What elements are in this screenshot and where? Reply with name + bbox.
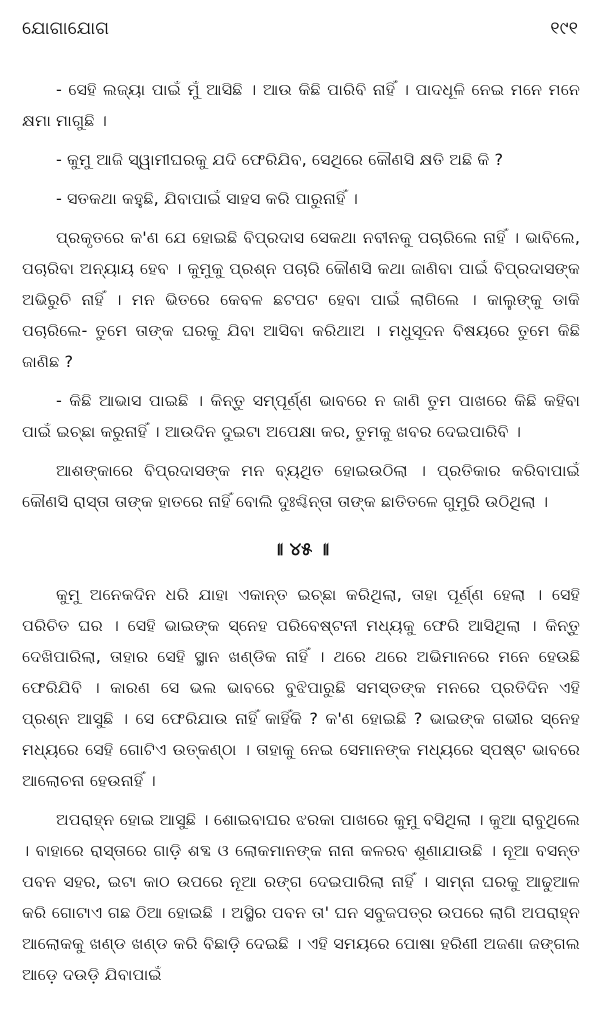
dialogue-paragraph: - କିଛି ଆଭାସ ପାଇଛି । କିନ୍ତୁ ସମ୍ପୂର୍ଣ୍ଣ ଭାବରେ ନ ଜାଣି ତୁମ ପାଖରେ କିଛି କହିବା ପାଇଁ ଇଚ୍ଛା କରୁନାହିଁ । ଆଉଦିନ ଦୁଇଟା ଅପେକ୍ଷା କର, ତୁମକୁ ଖବର ଦେଇପାରିବି । — [22, 391, 580, 441]
page-header — [22, 18, 578, 48]
chapter-heading: ॥ ୪୫ ॥ — [272, 539, 330, 560]
page-number: ୧୯୧ — [550, 18, 578, 39]
body-paragraph: କୁମୁ ଅନେକଦିନ ଧରି ଯାହା ଏକାନ୍ତ ଇଚ୍ଛା କରିଥିଲା, ତାହା ପୂର୍ଣ୍ଣ ହେଲା । ସେହି ପରିଚିତ ଘର । ସେହି ଭାଇଙ୍କ ସ୍ନେହ ପରିବେଷ୍ଟନୀ ମଧ୍ୟକୁ ଫେରି ଆସିଥିଲା । କିନ୍ତୁ ଦେଖିପାରିଲା, ତାହାର ସେହି ସ୍ଥାନ ଖଣ୍ଡିକ ନାହିଁ । ଥରେ ଥରେ ଅଭିମାନରେ ମନେ ହେଉଛି ଫେରିଯିବି । କାରଣ ସେ ଭଲ ଭାବରେ ବୁଝିପାରୁଛି ସମସ୍ତଙ୍କ ମନରେ ପ୍ରତିଦିନ ଏହି ପ୍ରଶ୍ନ ଆସୁଛି । ସେ ଫେରିଯାଉ ନାହିଁ କାହିଁକି ? କ'ଣ ହୋଇଛି ? ଭାଇଙ୍କ ଗଭୀର ସ୍ନେହ ମଧ୍ୟରେ ସେହି ଗୋଟିଏ ଉତ୍କଣ୍ଠା । ତାହାକୁ ନେଇ ସେମାନଙ୍କ ମଧ୍ୟରେ ସ୍ପଷ୍ଟ ଭାବରେ ଆଲୋଚନା ହେଉନାହିଁ । — [22, 585, 580, 790]
dialogue-paragraph: - କୁମୁ ଆଜି ସ୍ୱାମୀଘରକୁ ଯଦି ଫେରିଯିବ, ସେଥିରେ କୌଣସି କ୍ଷତି ଅଛି କି ? — [56, 150, 504, 169]
body-paragraph: ଅପରାହ୍ନ ହୋଇ ଆସୁଛି । ଶୋଇବାଘର ଝରକା ପାଖରେ କୁମୁ ବସିଥିଲା । କୁଆ ରାବୁଥିଲେ । ବାହାରେ ରାସ୍ତାରେ ଗାଡ଼ି ଶବ୍ଦ ଓ ଲୋକମାନଙ୍କ ନାନା କଳରବ ଶୁଣାଯାଉଛି । ନୂଆ ବସନ୍ତ ପବନ ସହର, ଇଟା କାଠ ଉପରେ ନୂଆ ରଙ୍ଗ ଦେଇପାରିଲା ନାହିଁ । ସାମ୍ନା ଘରକୁ ଆଢୁଆଳ କରି ଗୋଟାଏ ଗଛ ଠିଆ ହୋଇଛି । ଅସ୍ଥିର ପବନ ତା' ଘନ ସବୁଜପତ୍ର ଉପରେ ଲାଗି ଅପରାହ୍ନ ଆଲୋକକୁ ଖଣ୍ଡ ଖଣ୍ଡ କରି ବିଛାଡ଼ି ଦେଇଛି । ଏହି ସମୟରେ ପୋଷା ହରିଣୀ ଅଜଣା ଜଙ୍ଗଲ ଆଡ଼େ ଦଉଡ଼ି ଯିବାପାଇଁ — [22, 810, 580, 984]
body-paragraph: ଆଶଙ୍କାରେ ବିପ୍ରଦାସଙ୍କ ମନ ବ୍ୟଥିତ ହୋଇଉଠିଲା । ପ୍ରତିକାର କରିବାପାଇଁ କୌଣସି ରାସ୍ତା ତାଙ୍କ ହାତରେ ନାହିଁ ବୋଲି ଦୁଃଶ୍ଚିନ୍ତା ତାଙ୍କ ଛାତିତଳେ ଗୁମୁରି ଉଠିଥିଲା । — [22, 461, 580, 511]
running-title: ଯୋଗାଯୋଗ — [22, 18, 110, 39]
body-paragraph: ପ୍ରକୃତରେ କ'ଣ ଯେ ହୋଇଛି ବିପ୍ରଦାସ ସେକଥା ନବୀନକୁ ପଚାରିଲେ ନାହିଁ । ଭାବିଲେ, ପଚାରିବା ଅନ୍ୟାୟ ହେବ । କୁମୁକୁ ପ୍ରଶ୍ନ ପଚାରି କୌଣସି କଥା ଜାଣିବା ପାଇଁ ବିପ୍ରଦାସଙ୍କ ଅଭିରୁଚି ନାହିଁ । ମନ ଭିତରେ କେବଳ ଛଟପଟ ହେବା ପାଇଁ ଲାଗିଲେ । କାଲୁଙ୍କୁ ଡାକି ପଚାରିଲେ- ତୁମେ ତାଙ୍କ ଘରକୁ ଯିବା ଆସିବା କରିଥାଅ । ମଧୁସୂଦନ ବିଷୟରେ ତୁମେ କିଛି ଜାଣିଛ ? — [22, 228, 580, 371]
page-body — [22, 74, 580, 998]
dialogue-paragraph: - ସତକଥା କହୁଛି, ଯିବାପାଇଁ ସାହସ କରି ପାରୁନାହିଁ । — [56, 189, 358, 208]
dialogue-paragraph: - ସେହି ଲଜ୍ୟା ପାଇଁ ମୁଁ ଆସିଛି । ଆଉ କିଛି ପାରିବି ନାହିଁ । ପାଦଧୂଳି ନେଇ ମନେ ମନେ କ୍ଷମା ମାଗୁଛି । — [22, 80, 580, 130]
